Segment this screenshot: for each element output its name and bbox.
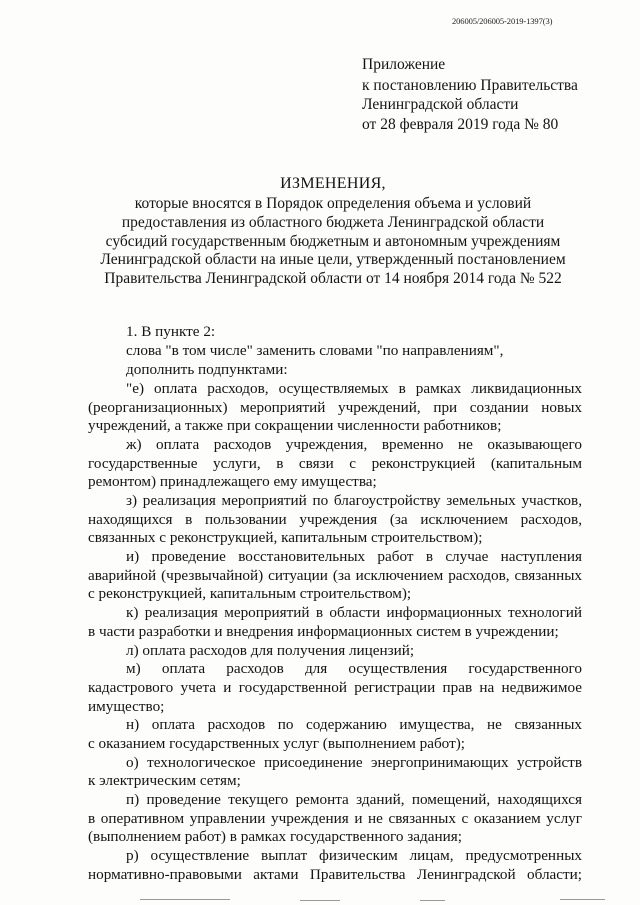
body-line: с оказанием государственных услуг (выполнением работ); xyxy=(88,735,465,752)
body-line: имущество; xyxy=(88,698,165,715)
body-line: м) оплата расходов для осуществления государственного xyxy=(126,660,582,677)
body-line: аварийной (чрезвычайной) ситуации (за исключением расходов, связанных xyxy=(88,567,582,584)
body-line: в части разработки и внедрения информационных систем в учреждении; xyxy=(88,623,559,640)
body-line: ж) оплата расходов учреждения, временно не оказывающего xyxy=(126,436,582,453)
appendix-line: Ленинградской области xyxy=(362,96,519,113)
body-line: учреждений, а также при сокращении численности работников; xyxy=(88,417,502,434)
body-line: в оперативном управлении учреждения и не связанных с оказанием услуг xyxy=(88,810,582,827)
appendix-line: от 28 февраля 2019 года № 80 xyxy=(362,116,559,133)
body-line: кадастрового учета и государственной регистрации прав на недвижимое xyxy=(88,679,582,696)
appendix-line: Приложение xyxy=(362,56,446,73)
body-line: слова "в том числе" заменить словами "по направлениям", xyxy=(126,342,504,359)
body-line: "е) оплата расходов, осуществляемых в рамках ликвидационных xyxy=(126,380,582,397)
body-line: государственные услуги, в связи с реконструкцией (капитальным xyxy=(88,455,582,472)
body-line: к) реализация мероприятий в области информационных технологий xyxy=(126,604,582,621)
body-line: связанных с реконструкцией, капитальным строительством); xyxy=(88,529,483,546)
body-line: н) оплата расходов по содержанию имущества, не связанных xyxy=(126,716,582,733)
title-heading: ИЗМЕНЕНИЯ, xyxy=(280,175,386,192)
document-code: 206005/206005-2019-1397(3) xyxy=(452,16,553,26)
body-line: л) оплата расходов для получения лицензий; xyxy=(126,642,415,659)
body-line: дополнить подпунктами: xyxy=(126,361,288,378)
scan-artifact xyxy=(420,900,445,901)
body-line: и) проведение восстановительных работ в случае наступления xyxy=(126,548,582,565)
body-line: р) осуществление выплат физическим лицам, предусмотренных xyxy=(126,847,582,864)
body-line: 1. В пункте 2: xyxy=(126,323,216,340)
title-line: Правительства Ленинградской области от 14 ноября 2014 года № 522 xyxy=(104,270,562,287)
body-line: (выполнением работ) в рамках государственного задания; xyxy=(88,828,462,845)
title-line: предоставления из областного бюджета Ленинградской области xyxy=(121,214,545,231)
body-line: ремонтом) принадлежащего ему имущества; xyxy=(88,473,377,490)
scan-artifact xyxy=(300,900,340,901)
body-line: находящихся в пользовании учреждения (за исключением расходов, xyxy=(88,511,582,528)
appendix-line: к постановлению Правительства xyxy=(362,77,578,94)
body-line: с реконструкцией, капитальным строительством); xyxy=(88,585,412,602)
body-line: о) технологическое присоединение энергопринимающих устройств xyxy=(126,754,582,771)
scan-artifact xyxy=(560,899,605,900)
body-line: п) проведение текущего ремонта зданий, помещений, находящихся xyxy=(126,791,582,808)
body-line: к электрическим сетям; xyxy=(88,772,241,789)
body-line: (реорганизационных) мероприятий учреждений, при создании новых xyxy=(88,399,582,416)
title-line: субсидий государственным бюджетным и автономным учреждениям xyxy=(105,233,561,250)
scan-artifact xyxy=(140,899,230,900)
body-line: з) реализация мероприятий по благоустройству земельных участков, xyxy=(126,492,582,509)
title-line: Ленинградской области на иные цели, утвержденный постановлением xyxy=(100,251,566,268)
body-line: нормативно-правовыми актами Правительства Ленинградской области; xyxy=(88,866,582,883)
title-line: которые вносятся в Порядок определения объема и условий xyxy=(134,195,532,212)
